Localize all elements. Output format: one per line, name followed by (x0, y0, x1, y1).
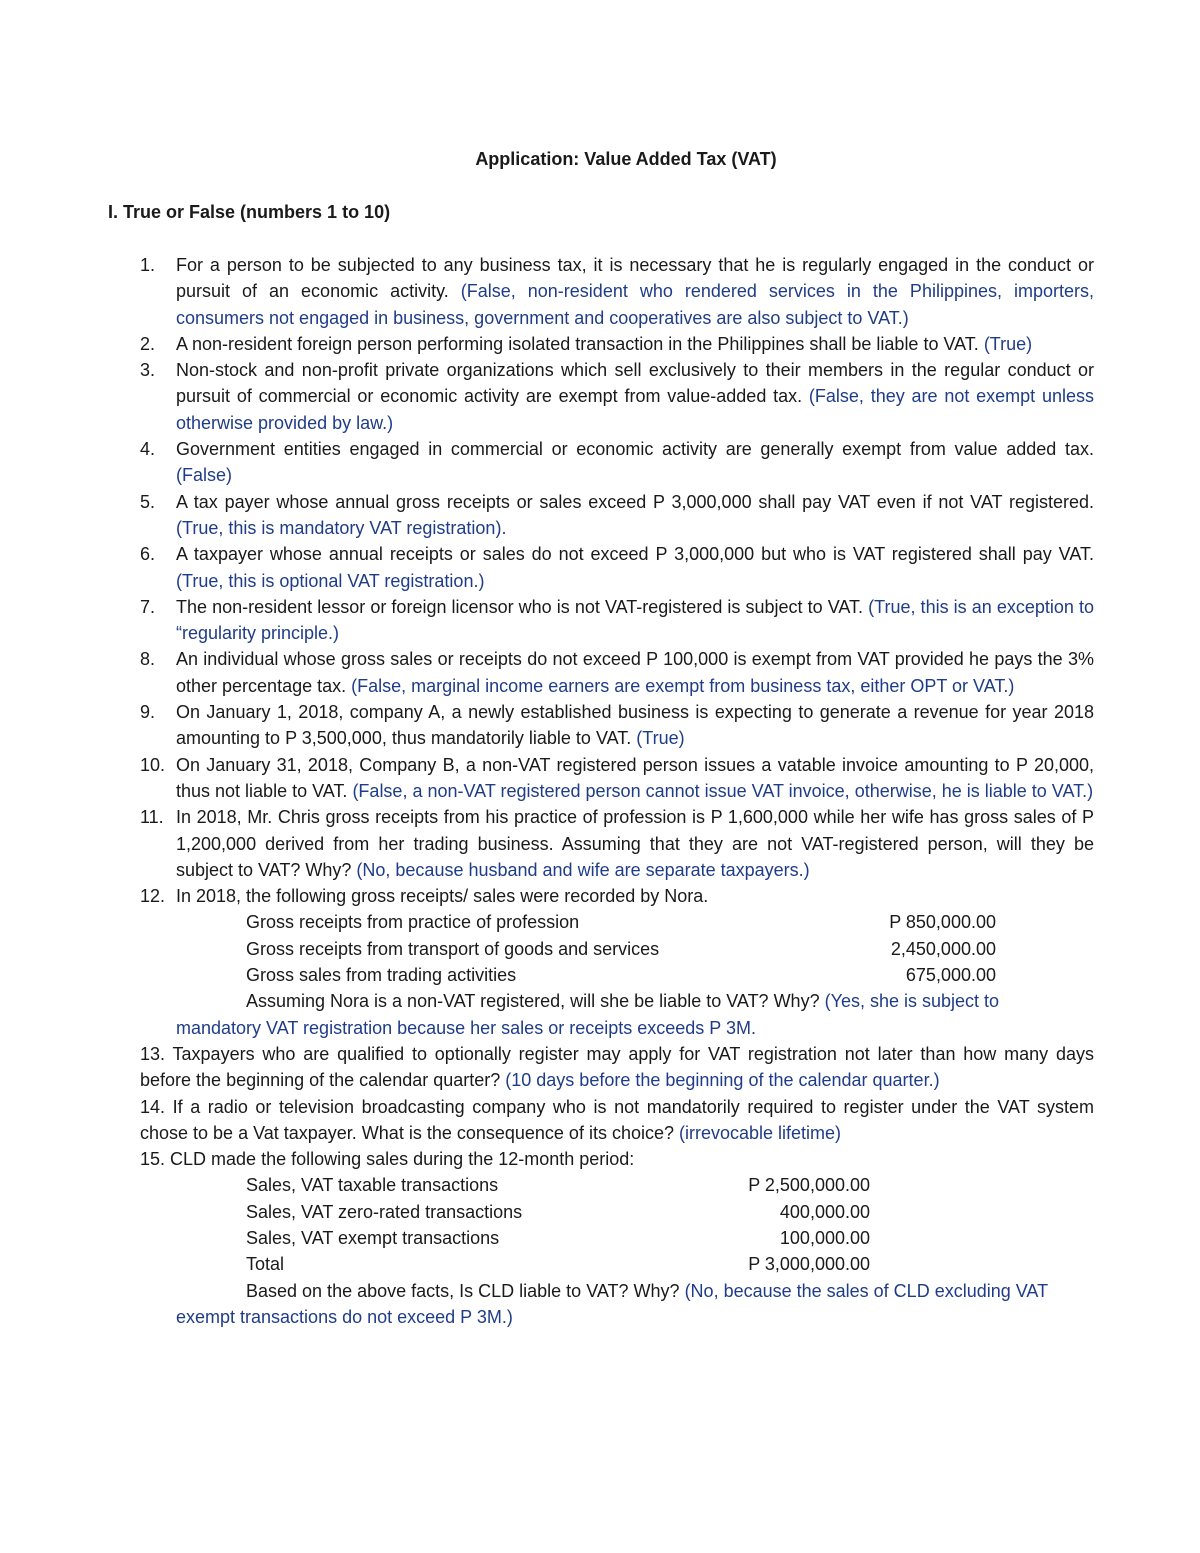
item-number: 9. (140, 702, 156, 723)
answer-text: mandatory VAT registration because her sales or receipts exceeds P 3M. (176, 1017, 756, 1038)
item-number: 13. (140, 1043, 166, 1064)
nora-receipts-table (0, 909, 1200, 988)
item15-question (0, 1278, 1094, 1304)
item-text: In 2018, the following gross receipts/ sales were recorded by Nora. (176, 886, 709, 907)
item-text: If a radio or television broadcasting company who is not mandatorily required to register under the VAT system chose to be a Vat taxpayer. What is the consequence of its choice? (140, 1096, 1094, 1143)
list-item (0, 489, 1094, 542)
table-row (0, 1225, 1200, 1251)
list-item (0, 252, 1094, 331)
page-title: Application: Value Added Tax (VAT) (475, 149, 777, 169)
answer-text: (irrevocable lifetime) (679, 1122, 842, 1143)
item12-question (0, 988, 1094, 1014)
row-amount: 2,450,000.00 (890, 938, 996, 959)
item-text: A non-resident foreign person performing isolated transaction in the Philippines shall be liable to VAT. (176, 333, 984, 354)
list-item (0, 883, 1094, 909)
answer-text: (True) (636, 728, 685, 749)
list-item (0, 436, 1094, 489)
item-text: An individual whose gross sales or receipts do not exceed P 100,000 is exempt from VAT provided he pays the 3% other percentage tax. (176, 649, 1094, 696)
row-label: Gross receipts from practice of profession (246, 912, 580, 933)
row-label: Gross receipts from transport of goods and services (246, 938, 660, 959)
item-number: 10. (140, 754, 166, 775)
row-amount: 675,000.00 (905, 965, 996, 986)
item-number: 12. (140, 886, 166, 907)
question-text: Based on the above facts, Is CLD liable to VAT? Why? (246, 1280, 685, 1301)
list-item (0, 646, 1094, 699)
item-text: Non-stock and non-profit private organizations which sell exclusively to their members in the regular conduct or pursuit of commercial or economic activity are exempt from value-added tax. (176, 360, 1094, 407)
item-number: 7. (140, 596, 156, 617)
item-number: 4. (140, 439, 156, 460)
list-item (0, 804, 1094, 883)
answer-text: (False, a non-VAT registered person cannot issue VAT invoice, otherwise, he is liable to VAT.) (352, 780, 1094, 801)
section-heading: I. True or False (numbers 1 to 10) (108, 202, 391, 222)
row-label: Sales, VAT zero-rated transactions (246, 1201, 523, 1222)
answer-text: (10 days before the beginning of the calendar quarter.) (505, 1070, 940, 1091)
item-number: 14. (140, 1096, 166, 1117)
cld-sales-table (0, 1172, 1200, 1277)
item-text: On January 1, 2018, company A, a newly established business is expecting to generate a revenue for year 2018 amounting to P 3,500,000, thus mandatorily liable to VAT. (176, 702, 1094, 749)
item-text: Taxpayers who are qualified to optionally register may apply for VAT registration not later than how many days before the beginning of the calendar quarter? (140, 1043, 1094, 1091)
item-number: 8. (140, 649, 156, 670)
table-row (0, 936, 1200, 962)
row-amount: 100,000.00 (779, 1227, 870, 1248)
item-text: Government entities engaged in commercial or economic activity are generally exempt from value added tax. (176, 439, 1094, 460)
item15 (0, 1146, 1094, 1172)
answer-text: (No, because husband and wife are separate taxpayers.) (356, 859, 810, 880)
row-label: Total (246, 1254, 285, 1275)
item-number: 1. (140, 255, 156, 275)
answer-text: (True, this is optional VAT registration.) (176, 570, 485, 591)
item-text: CLD made the following sales during the 12-month period: (165, 1149, 635, 1170)
row-amount: P 2,500,000.00 (748, 1175, 870, 1196)
table-row (0, 962, 1200, 988)
row-label: Sales, VAT taxable transactions (246, 1175, 499, 1196)
table-row (0, 1172, 1200, 1198)
answer-text: (False) (176, 465, 233, 486)
table-row (0, 1199, 1200, 1225)
row-amount: P 3,000,000.00 (748, 1254, 870, 1275)
row-amount: 400,000.00 (779, 1201, 870, 1222)
answer-text: (No, because the sales of CLD excluding VAT (684, 1280, 1049, 1301)
row-label: Gross sales from trading activities (246, 965, 517, 986)
answer-text: (True, this is an exception to “regularity principle.) (176, 596, 1094, 644)
item-text: A tax payer whose annual gross receipts or sales exceed P 3,000,000 shall pay VAT even if not VAT registered. (176, 491, 1094, 512)
list-item (0, 699, 1094, 752)
list-item (0, 357, 1094, 436)
item-number: 15. (140, 1149, 166, 1170)
table-row (0, 1251, 1200, 1277)
item-text: A taxpayer whose annual receipts or sales do not exceed P 3,000,000 but who is VAT registered shall pay VAT. (176, 544, 1094, 565)
item-number: 5. (140, 491, 156, 512)
answer-text: (False, marginal income earners are exempt from business tax, either OPT or VAT.) (351, 675, 1015, 696)
answer-text: (False, they are not exempt unless otherwise provided by law.) (176, 386, 1094, 433)
answer-text: (True, this is mandatory VAT registration). (176, 517, 507, 538)
item-number: 11. (140, 807, 164, 828)
item-text: The non-resident lessor or foreign licensor who is not VAT-registered is subject to VAT. (176, 596, 869, 617)
answer-text: (True) (983, 333, 1033, 354)
true-false-items (0, 252, 1200, 883)
item14 (0, 1094, 1094, 1147)
item-number: 2. (140, 333, 156, 354)
list-item (0, 752, 1094, 805)
question-list (0, 252, 1200, 1330)
answer-text: (Yes, she is subject to (824, 991, 1000, 1012)
answer-text: exempt transactions do not exceed P 3M.) (176, 1306, 513, 1327)
answer-text: (False, non-resident who rendered services in the Philippines, importers, consumers not engaged in business, government and cooperatives are also subject to VAT.) (176, 281, 1095, 328)
item13 (0, 1041, 1094, 1094)
item-text: For a person to be subjected to any business tax, it is necessary that he is regularly engaged in the conduct or pursuit of an economic activity. (176, 255, 1094, 302)
item12-answer-cont (0, 1015, 1094, 1041)
item-text: In 2018, Mr. Chris gross receipts from his practice of profession is P 1,600,000 while her wife has gross sales of P 1,200,000 derived from her trading business. Assuming that they are not VAT-registered person, will they be subject to VAT? Why? (176, 807, 1094, 880)
item-number: 6. (140, 544, 156, 565)
list-item (0, 594, 1094, 647)
list-item (0, 541, 1094, 594)
item15-answer-cont (0, 1304, 1094, 1330)
question-text: Assuming Nora is a non-VAT registered, will she be liable to VAT? Why? (246, 991, 825, 1012)
row-label: Sales, VAT exempt transactions (246, 1227, 500, 1248)
list-item (0, 331, 1094, 357)
table-row (0, 909, 1200, 935)
item-text: On January 31, 2018, Company B, a non-VAT registered person issues a vatable invoice amounting to P 20,000, thus not liable to VAT. (176, 754, 1094, 801)
row-amount: P 850,000.00 (889, 912, 996, 933)
item-number: 3. (140, 360, 156, 381)
